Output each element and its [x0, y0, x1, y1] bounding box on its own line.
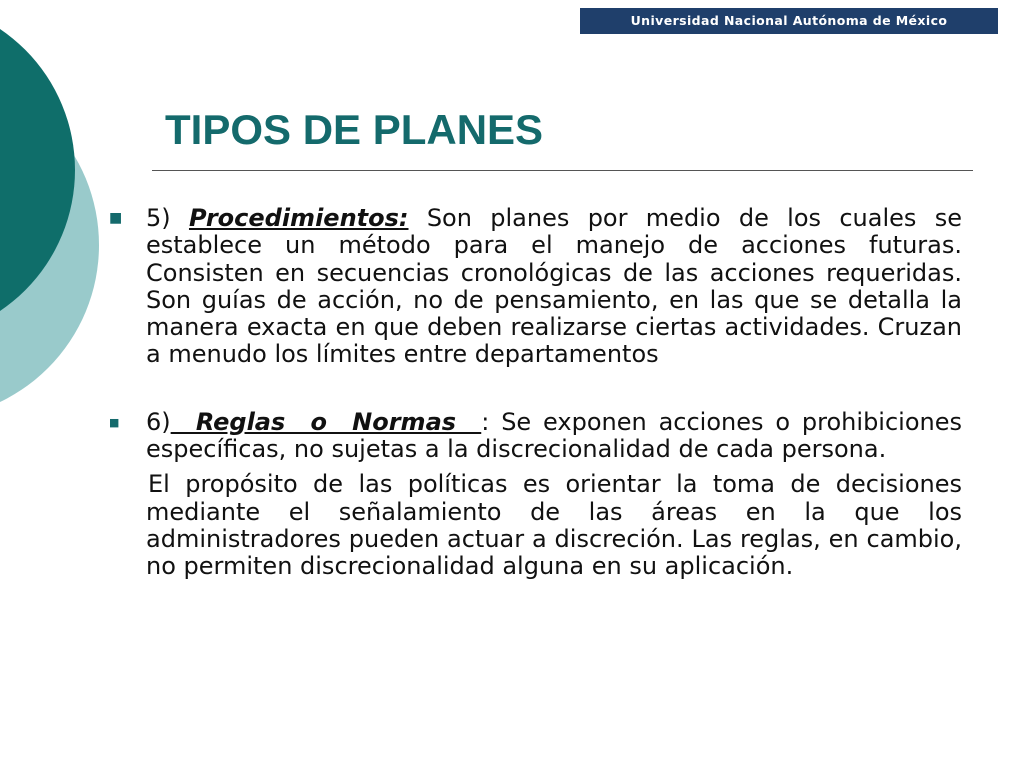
university-banner: Universidad Nacional Autónoma de México [580, 8, 998, 34]
item-keyword: Procedimientos: [188, 204, 409, 232]
item-keyword: Reglas o Normas [170, 407, 482, 436]
slide-content [109, 204, 962, 581]
item-text: Son planes por medio de los cuales se establece un método para el manejo de acciones futuras. Consisten en secuencias cronológicas de las acciones requeridas. Son guías de acción, no de pensamiento, en las que se detalla la manera exacta en que deben realizarse ciertas actividades. Cruzan a menudo los límites entre departamentos [146, 204, 962, 369]
square-bullet-icon: ■ [109, 415, 120, 429]
slide-title: TIPOS DE PLANES [165, 106, 544, 153]
decorative-circles [0, 0, 123, 420]
explanatory-paragraph: El propósito de las políticas es orientar la toma de decisiones mediante el señalamiento de las áreas en la que los administradores pueden actuar a discreción. Las reglas, en cambio, no permiten discrecionalidad alguna en su aplicación. [146, 470, 962, 581]
title-divider [152, 170, 973, 171]
list-item-procedimientos [109, 204, 962, 369]
item-text: : Se exponen acciones o prohibiciones específicas, no sujetas a la discrecionalidad de cada persona. [146, 407, 962, 464]
item-number: 6) [146, 407, 171, 436]
square-bullet-icon: ■ [109, 210, 123, 226]
list-item-reglas [109, 407, 962, 464]
item-number: 5) [146, 204, 189, 232]
